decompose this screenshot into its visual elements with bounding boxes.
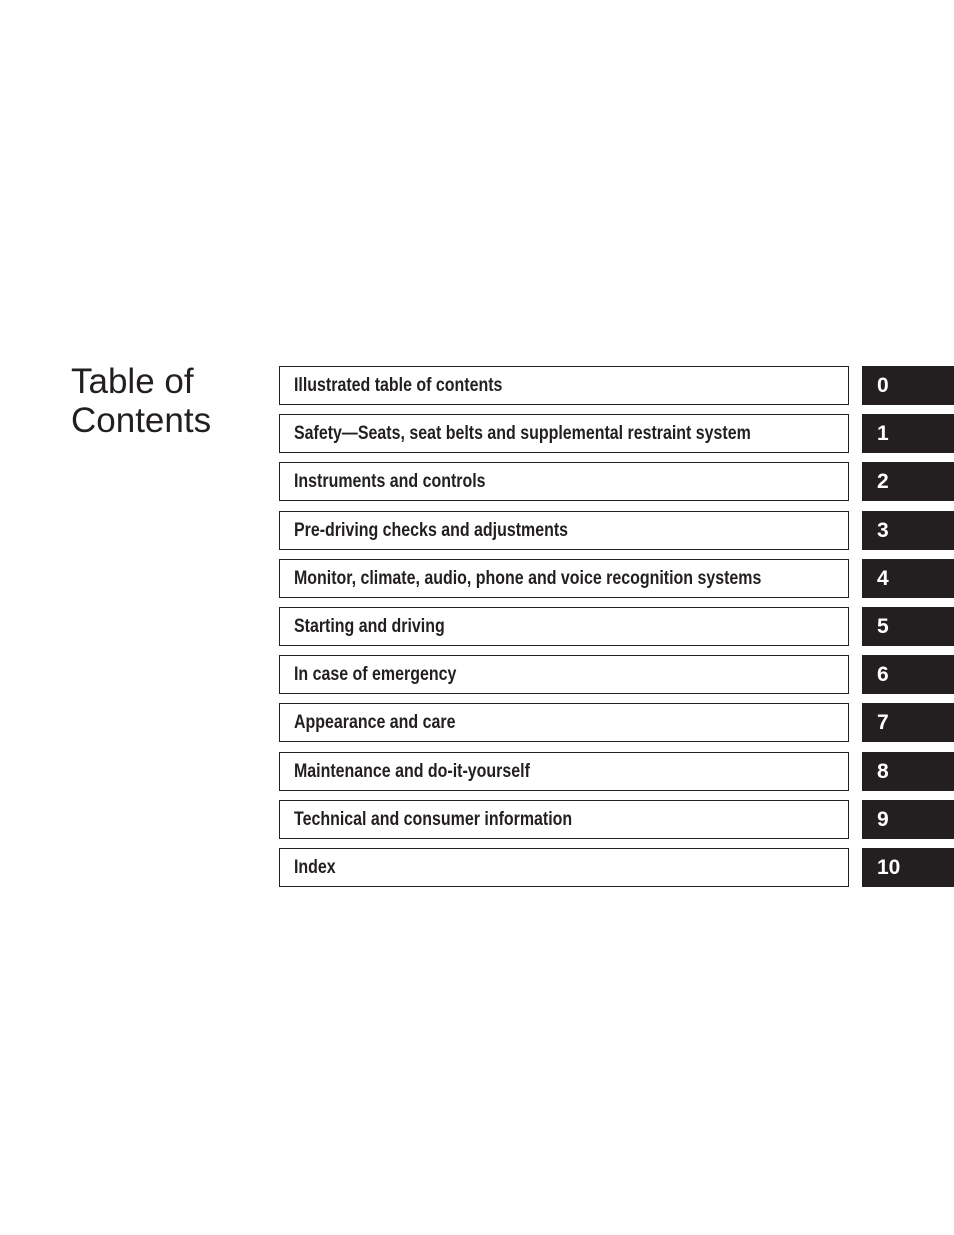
section-tab-6[interactable] [862,655,954,694]
toc-entry-label: Safety—Seats, seat belts and supplemental restraint system [294,423,751,445]
toc-item-9 [279,800,954,839]
toc-entry-instruments[interactable] [279,462,849,501]
section-number: 9 [877,807,889,831]
toc-entry-label: Instruments and controls [294,471,486,493]
page-title [71,362,261,440]
toc-item-0 [279,366,954,405]
toc-item-1 [279,414,954,453]
section-tab-7[interactable] [862,703,954,742]
toc-item-6 [279,655,954,694]
section-number: 8 [877,759,889,783]
toc-entry-monitor-climate[interactable] [279,559,849,598]
toc-entry-illustrated-contents[interactable] [279,366,849,405]
toc-item-3 [279,511,954,550]
section-number: 5 [877,614,889,638]
toc-entry-label: Illustrated table of contents [294,375,503,396]
section-number: 6 [877,663,889,687]
toc-entry-pre-driving[interactable] [279,511,849,550]
toc-item-4 [279,559,954,598]
section-tab-3[interactable] [862,511,954,550]
section-number: 1 [877,422,889,446]
toc-item-5 [279,607,954,646]
toc-entry-label: Maintenance and do-it-yourself [294,760,530,782]
section-tab-0[interactable] [862,366,954,405]
toc-entry-starting-driving[interactable] [279,607,849,646]
toc-entry-label: In case of emergency [294,664,457,686]
toc-entry-safety[interactable] [279,414,849,453]
section-tab-5[interactable] [862,607,954,646]
section-tab-10[interactable] [862,848,954,887]
toc-item-2 [279,462,954,501]
toc-item-7 [279,703,954,742]
toc-entry-emergency[interactable] [279,655,849,694]
toc-entry-appearance-care[interactable] [279,703,849,742]
toc-item-10 [279,848,954,887]
section-tab-2[interactable] [862,462,954,501]
toc-entry-maintenance[interactable] [279,752,849,791]
toc-list [279,366,954,896]
toc-entry-label: Appearance and care [294,712,456,734]
section-tab-1[interactable] [862,414,954,453]
section-number: 4 [877,566,889,590]
toc-entry-label: Monitor, climate, audio, phone and voice recognition systems [294,567,762,589]
toc-entry-index[interactable] [279,848,849,887]
page-title-line-2: Contents [71,401,212,440]
section-number: 3 [877,518,889,542]
toc-entry-label: Starting and driving [294,615,445,637]
section-number: 0 [877,374,889,397]
toc-entry-label: Pre-driving checks and adjustments [294,519,569,541]
section-number: 7 [877,711,889,735]
section-number: 10 [877,855,901,879]
section-tab-8[interactable] [862,752,954,791]
toc-entry-technical-info[interactable] [279,800,849,839]
section-tab-4[interactable] [862,559,954,598]
toc-item-8 [279,752,954,791]
toc-entry-label: Index [294,856,336,878]
section-tab-9[interactable] [862,800,954,839]
section-number: 2 [877,470,889,494]
page-title-line-1: Table of [71,362,194,401]
toc-entry-label: Technical and consumer information [294,808,573,830]
